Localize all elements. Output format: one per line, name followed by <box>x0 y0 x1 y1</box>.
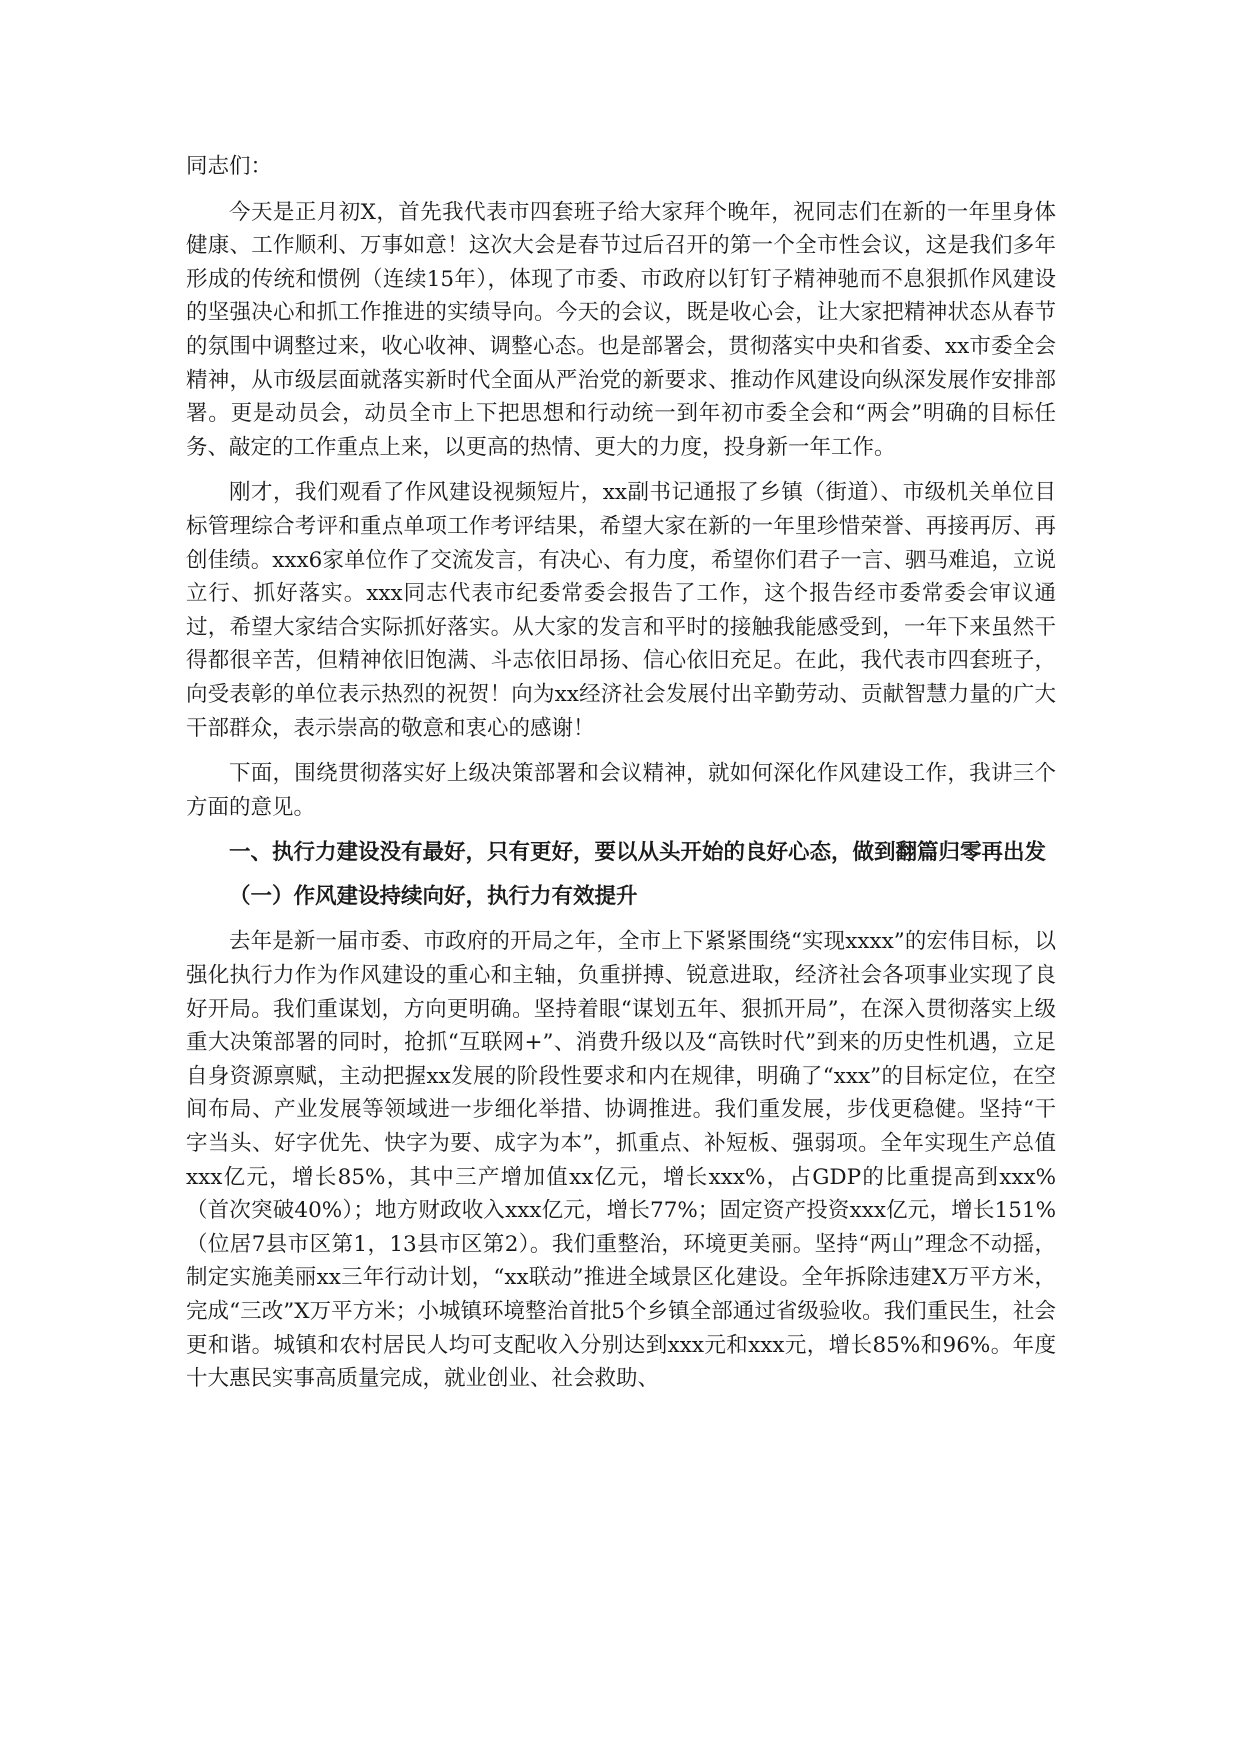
salutation: 同志们： <box>186 154 273 179</box>
document-page <box>186 150 1056 1408</box>
paragraph-review: 刚才，我们观看了作风建设视频短片，xx副书记通报了乡镇（街道）、市级机关单位目标管理综合考评和重点单项工作考评结果，希望大家在新的一年里珍惜荣誉、再接再厉、再创佳绩。xxx6家单位作了交流发言，有决心、有力度，希望你们君子一言、驷马难追，立说立行、抓好落实。xxx同志代表市纪委常委会报告了工作，这个报告经市委常委会审议通过，希望大家结合实际抓好落实。从大家的发言和平时的接触我能感受到，一年下来虽然干得都很辛苦，但精神依旧饱满、斗志依旧昂扬、信心依旧充足。在此，我代表市四套班子，向受表彰的单位表示热烈的祝贺！向为xx经济社会发展付出辛勤劳动、贡献智慧力量的广大干部群众，表示崇高的敬意和衷心的感谢！ <box>186 480 1056 741</box>
section-heading-1: 一、执行力建设没有最好，只有更好，要以从头开始的良好心态，做到翻篇归零再出发 <box>229 840 1047 866</box>
paragraph-achievements: 去年是新一届市委、市政府的开局之年，全市上下紧紧围绕“实现xxxx”的宏伟目标，以强化执行力作为作风建设的重心和主轴，负重拼搏、锐意进取，经济社会各项事业实现了良好开局。我们重谋划，方向更明确。坚持着眼“谋划五年、狠抓开局”，在深入贯彻落实上级重大决策部署的同时，抢抓“互联网+”、消费升级以及“高铁时代”到来的历史性机遇，立足自身资源禀赋，主动把握xx发展的阶段性要求和内在规律，明确了“xxx”的目标定位，在空间布局、产业发展等领域进一步细化举措、协调推进。我们重发展，步伐更稳健。坚持“干字当头、好字优先、快字为要、成字为本”，抓重点、补短板、强弱项。全年实现生产总值xxx亿元，增长85%，其中三产增加值xx亿元，增长xxx%，占GDP的比重提高到xxx%（首次突破40%）；地方财政收入xxx亿元，增长77%；固定资产投资xxx亿元，增长151%（位居7县市区第1，13县市区第2）。我们重整治，环境更美丽。坚持“两山”理念不动摇，制定实施美丽xx三年行动计划，“xx联动”推进全域景区化建设。全年拆除违建X万平方米，完成“三改”X万平方米；小城镇环境整治首批5个乡镇全部通过省级验收。我们重民生，社会更和谐。城镇和农村居民人均可支配收入分别达到xxx元和xxx元，增长85%和96%。年度十大惠民实事高质量完成，就业创业、社会救助、 <box>186 929 1056 1392</box>
paragraph-opening: 今天是正月初X，首先我代表市四套班子给大家拜个晚年，祝同志们在新的一年里身体健康、工作顺利、万事如意！这次大会是春节过后召开的第一个全市性会议，这是我们多年形成的传统和惯例（连续15年），体现了市委、市政府以钉钉子精神驰而不息狠抓作风建设的坚强决心和抓工作推进的实绩导向。今天的会议，既是收心会，让大家把精神状态从春节的氛围中调整过来，收心收神、调整心态。也是部署会，贯彻落实中央和省委、xx市委全会精神，从市级层面就落实新时代全面从严治党的新要求、推动作风建设向纵深发展作安排部署。更是动员会，动员全市上下把思想和行动统一到年初市委全会和“两会”明确的目标任务、敲定的工作重点上来，以更高的热情、更大的力度，投身新一年工作。 <box>186 199 1056 460</box>
paragraph-outline: 下面，围绕贯彻落实好上级决策部署和会议精神，就如何深化作风建设工作，我讲三个方面的意见。 <box>186 761 1056 820</box>
subsection-heading-1: （一）作风建设持续向好，执行力有效提升 <box>229 883 638 909</box>
